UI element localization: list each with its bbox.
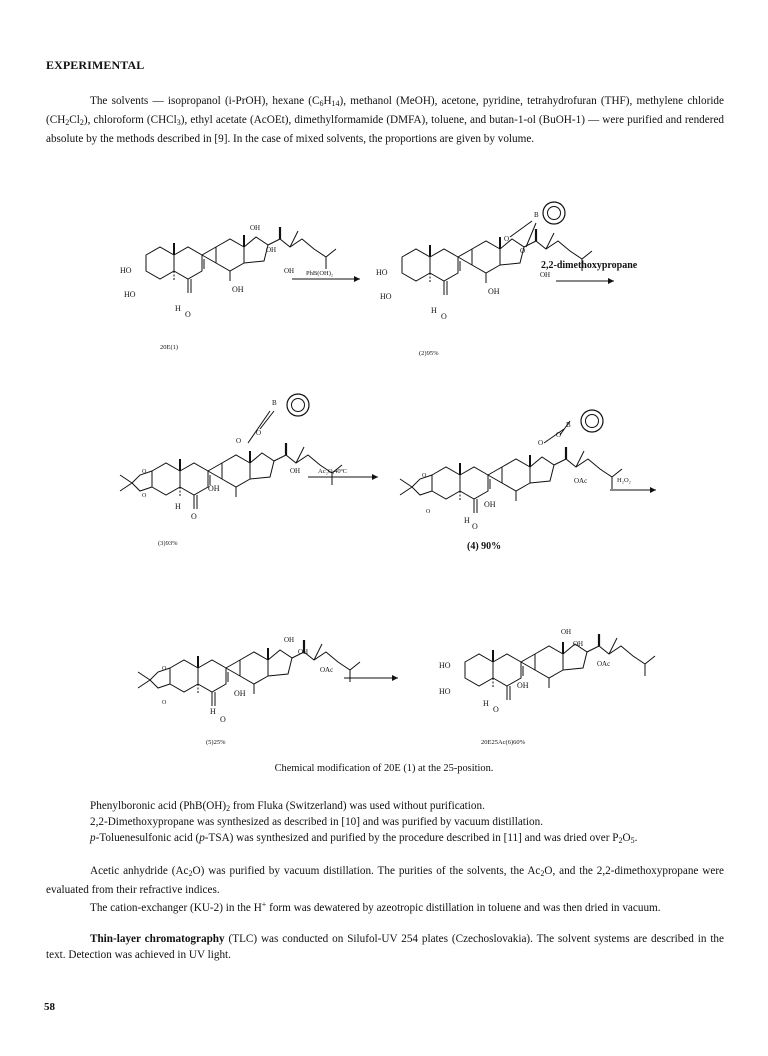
compound-label-5: (5)25% xyxy=(206,739,226,746)
subscript: 2 xyxy=(79,118,84,127)
text-run: ), chloroform (CHCl xyxy=(83,114,177,126)
atom-label: OH xyxy=(488,287,500,296)
atom-label: O xyxy=(556,431,562,439)
paragraph-acetic-anhydride xyxy=(46,863,724,898)
page-number: 58 xyxy=(44,1001,55,1013)
arrowhead xyxy=(354,276,360,282)
atom-label: H xyxy=(210,707,216,716)
subscript: 3 xyxy=(176,118,181,127)
text-run: (TLC) was conducted on Silufol-UV 254 plates (Czechoslovakia). The solvent systems are described in the text. Detection was achieved in UV light. xyxy=(46,933,724,961)
subscript: 2 xyxy=(65,118,70,127)
figure-caption: Chemical modification of 20E (1) at the 25-position. xyxy=(274,763,494,774)
atom-label: OH xyxy=(250,224,261,232)
structure-5 xyxy=(138,636,360,724)
atom-label: B xyxy=(272,399,277,407)
text-run: p xyxy=(90,832,96,844)
atom-label: O xyxy=(504,235,510,243)
text-run: O, and the 2,2-dimethoxypropane were evaluated from their refractive indices. xyxy=(46,865,725,896)
subscript: 6 xyxy=(319,99,324,108)
structure-20e xyxy=(120,224,336,319)
atom-label: HO xyxy=(439,661,451,670)
structure-20e25ac xyxy=(439,628,655,714)
atom-label: OH xyxy=(540,271,551,279)
atom-label: HO xyxy=(439,687,451,696)
subscript: 2 xyxy=(188,869,193,878)
atom-label: O xyxy=(472,522,478,531)
reaction-scheme xyxy=(0,195,768,785)
atom-label: O xyxy=(426,509,431,515)
compound-label-6: 20E25Ac(6)60% xyxy=(481,739,526,746)
atom-label: OH xyxy=(484,500,496,509)
atom-label: OH xyxy=(208,484,220,493)
atom-label: OH xyxy=(232,285,244,294)
atom-label: O xyxy=(236,437,242,445)
atom-label: OH xyxy=(298,648,309,656)
text-run: ), ethyl acetate (AcOEt), dimethylformamide (DMFA), toluene, and butan-1-ol (BuOH-1) — were purified and rendered absolute by the methods described in [9]. In the case of mixed solvents, the proportions are given by volume. xyxy=(46,114,725,145)
text-run: Phenylboronic acid (PhB(OH) xyxy=(90,800,227,812)
subscript: 2 xyxy=(618,836,623,845)
superscript: + xyxy=(261,900,267,909)
subscript: 14 xyxy=(331,99,340,108)
atom-label: OH xyxy=(517,681,529,690)
atom-label: O xyxy=(162,700,167,706)
atom-label: HO xyxy=(124,290,136,299)
paragraph-dimethoxypropane: 2,2-Dimethoxypropane was synthesized as described in [10] and was purified by vacuum distillation. xyxy=(90,816,543,828)
text-run: . xyxy=(634,832,638,844)
atom-label: O xyxy=(142,493,147,499)
atom-label: OH xyxy=(290,467,301,475)
atom-label: H xyxy=(464,516,470,525)
reagent-label: Ac₂O,40ºC xyxy=(318,468,348,475)
atom-label: O xyxy=(441,312,447,321)
atom-label: O xyxy=(493,705,499,714)
atom-label: HO xyxy=(376,268,388,277)
atom-label: OH xyxy=(573,640,584,648)
atom-label: H xyxy=(431,306,437,315)
atom-label: H xyxy=(175,502,181,511)
atom-label: B xyxy=(534,211,539,219)
text-run: -Toluenesulfonic acid ( xyxy=(95,832,200,844)
atom-label: O xyxy=(422,473,427,479)
atom-label: O xyxy=(162,666,167,672)
text-run: -TSA) was synthesized and purified by the procedure described in [11] and was dried over P xyxy=(204,832,619,844)
atom-label: OAc xyxy=(574,477,588,485)
phenyl-ring xyxy=(287,394,309,416)
atom-label: OH xyxy=(234,689,246,698)
arrowhead xyxy=(650,487,656,493)
atom-label: OH xyxy=(266,246,277,254)
arrowhead xyxy=(608,278,614,284)
atom-label: HO xyxy=(120,266,132,275)
paragraph-tsa xyxy=(46,830,724,849)
paragraph-cation-exchanger xyxy=(46,897,724,916)
text-run: Cl xyxy=(69,114,80,126)
compound-label-1: 20E(1) xyxy=(160,344,179,351)
text-run: Acetic anhydride (Ac xyxy=(90,865,189,877)
atom-label: HO xyxy=(380,292,392,301)
text-run: The cation-exchanger (KU-2) in the H xyxy=(90,902,262,914)
atom-label: O xyxy=(185,310,191,319)
atom-label: OH xyxy=(284,267,295,275)
text-run: O xyxy=(622,832,631,844)
text-run: The solvents — isopropanol (i-PrOH), hexane (C xyxy=(90,95,320,107)
reagent-label: H₂O₂ xyxy=(617,477,631,484)
phenyl-ring xyxy=(543,202,565,224)
phenyl-ring xyxy=(581,410,603,432)
atom-label: OH xyxy=(561,628,572,636)
atom-label: OAc xyxy=(320,666,334,674)
atom-label: O xyxy=(538,439,544,447)
atom-label: H xyxy=(483,699,489,708)
atom-label: H xyxy=(175,304,181,313)
section-heading: EXPERIMENTAL xyxy=(46,58,145,72)
atom-label: B xyxy=(566,421,571,429)
text-run: H xyxy=(323,95,332,107)
atom-label: O xyxy=(191,512,197,521)
atom-label: OH xyxy=(284,636,295,644)
paragraph-solvents xyxy=(46,93,724,147)
arrowhead xyxy=(372,474,378,480)
compound-label-3: (3)93% xyxy=(158,540,178,547)
structure-4 xyxy=(400,421,622,531)
compound-label-2: (2)95% xyxy=(419,350,439,357)
text-run: from Fluka (Switzerland) was used without purification. xyxy=(230,800,485,812)
paragraph-tlc xyxy=(46,931,724,963)
subscript: 2 xyxy=(540,869,545,878)
compound-label-4: (4) 90% xyxy=(467,541,502,552)
atom-label: O xyxy=(142,469,147,475)
text-run: ), methanol (MeOH), acetone, pyridine, tetrahydrofuran (THF), methylene chloride (CH xyxy=(46,95,724,126)
subscript: 5 xyxy=(630,836,635,845)
atom-label: O xyxy=(256,429,262,437)
reagent-label: 2,2-dimethoxypropane xyxy=(541,260,638,271)
text-run: O) was purified by vacuum distillation. The purities of the solvents, the Ac xyxy=(192,865,541,877)
arrowhead xyxy=(392,675,398,681)
subscript: 2 xyxy=(226,804,231,813)
atom-label: O xyxy=(520,247,526,255)
reagent-label: PhB(OH)₂ xyxy=(306,270,334,277)
text-run: form was dewatered by azeotropic distillation in toluene and was then dried in vacuum. xyxy=(266,902,661,914)
text-run-bold: Thin-layer chromatography xyxy=(90,933,225,945)
atom-label: O xyxy=(220,715,226,724)
text-run: p xyxy=(199,832,205,844)
structure-3 xyxy=(120,399,342,521)
atom-label: OAc xyxy=(597,660,611,668)
